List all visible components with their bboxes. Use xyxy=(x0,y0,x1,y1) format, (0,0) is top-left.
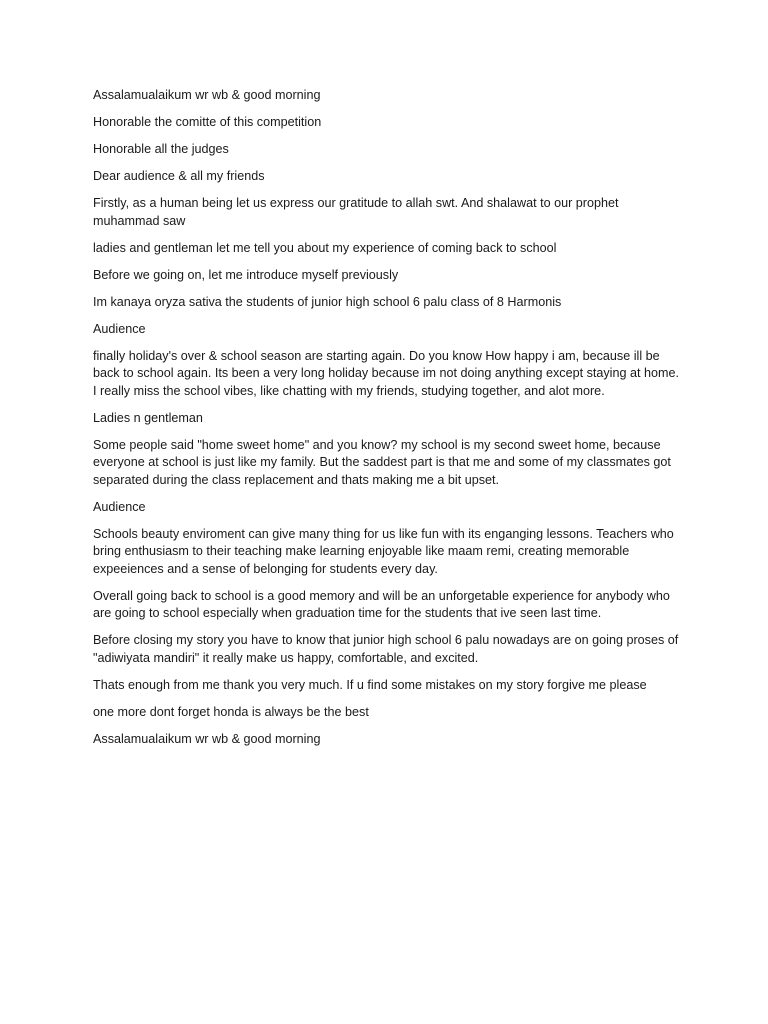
school-environment-paragraph: Schools beauty enviroment can give many thing for us like fun with its enganging lessons. Teachers who bring enthusiasm to their teaching make learning enjoyable like maam remi, creating memorable expeeiences and a sense of belonging for students every day. xyxy=(93,526,674,576)
second-home-paragraph: Some people said "home sweet home" and you know? my school is my second sweet home, because everyone at school is just like my family. But the saddest part is that me and some of my classmates got separated during the class replacement and thats making me a bit upset. xyxy=(93,437,671,487)
address-audience: Dear audience & all my friends xyxy=(93,169,265,183)
address-judges: Honorable all the judges xyxy=(93,142,229,156)
holiday-paragraph: finally holiday's over & school season are starting again. Do you know How happy i am, because ill be back to school again. Its been a very long holiday because im not doing anything except staying at home. I really miss the school vibes, like chatting with my friends, studying together, and alot more. xyxy=(93,348,679,398)
greeting-opening: Assalamualaikum wr wb & good morning xyxy=(93,88,321,102)
greeting-closing: Assalamualaikum wr wb & good morning xyxy=(93,731,321,746)
overall-paragraph: Overall going back to school is a good memory and will be an unforgetable experience for anybody who are going to school especially when graduation time for the students that ive seen last time. xyxy=(93,588,670,620)
self-intro-lead: Before we going on, let me introduce myself previously xyxy=(93,267,399,282)
topic-intro: ladies and gentleman let me tell you about my experience of coming back to school xyxy=(93,240,557,255)
address-committee: Honorable the comitte of this competition xyxy=(93,115,322,129)
adiwiyata-paragraph: Before closing my story you have to know that junior high school 6 palu nowadays are on going proses of "adiwiyata mandiri" it really make us happy, comfortable, and excited. xyxy=(93,633,679,665)
audience-heading-1: Audience xyxy=(93,321,146,336)
ladies-gentleman-heading: Ladies n gentleman xyxy=(93,410,203,425)
gratitude-paragraph: Firstly, as a human being let us express our gratitude to allah swt. And shalawat to our prophet muhammad saw xyxy=(93,196,619,228)
self-intro: Im kanaya oryza sativa the students of junior high school 6 palu class of 8 Harmonis xyxy=(93,294,562,309)
closing-thanks: Thats enough from me thank you very much. If u find some mistakes on my story forgive me please xyxy=(93,677,647,692)
audience-heading-2: Audience xyxy=(93,499,146,514)
closing-remark: one more dont forget honda is always be the best xyxy=(93,704,369,719)
